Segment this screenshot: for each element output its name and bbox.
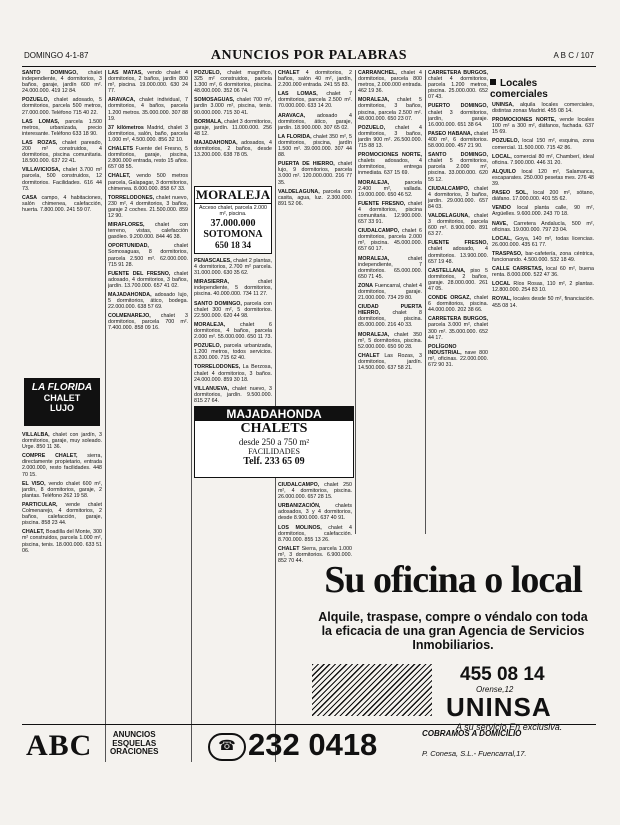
advert-headline: Su oficina o local <box>324 559 582 601</box>
classified-ad <box>108 70 188 94</box>
classified-ad <box>428 213 488 237</box>
classified-ad <box>108 195 188 219</box>
classified-ad <box>428 70 488 100</box>
classified-ad-text: chalet 3 dormitorios, jardín, garaje. 16.000.000. 651 38 64. <box>428 109 488 128</box>
classified-ad <box>492 205 594 217</box>
abc-footer-banner <box>22 724 596 767</box>
classified-ad <box>492 190 594 202</box>
classified-ad-heading: CARRETERA BURGOS, <box>428 70 488 76</box>
classified-ad <box>108 243 188 267</box>
classified-ad-text: chalet 6 dormitorios, piscina. 44.000.000. 202 38 66. <box>428 295 488 314</box>
classified-ad <box>428 240 488 264</box>
classified-ad-heading: LA FLORIDA, <box>278 133 312 140</box>
classified-ad-heading: SANTO DOMINGO, <box>194 300 242 307</box>
classified-ad-heading: LAS ROZAS, <box>22 139 58 146</box>
classified-ad-heading: CALLE CARRETAS, <box>492 266 544 273</box>
majadahonda-title: MAJADAHONDA <box>195 407 353 421</box>
la-florida-line2: CHALET <box>43 393 81 403</box>
classified-ad-text: chalet pareado, 200 m² construidos, 4 dormitorios, piscina comunitaria. 18.500.000. 637 22 41. <box>22 139 102 165</box>
classified-ad-heading: CASTELLANA, <box>428 267 466 274</box>
classified-ad <box>358 283 422 301</box>
classified-ad-text: chalet 5 dormitorios, 3 baños, piscina, parcela 2.500 m². 48.000.000. 650 23 07. <box>358 97 422 122</box>
classified-ad-heading: MIRASIERRA, <box>194 279 230 286</box>
classified-ad-heading: VALDELAGUNA, <box>428 212 470 219</box>
classified-ad-heading: URBANIZACIÓN, <box>278 503 321 510</box>
classified-ad-text: vendo chalet 600 m², jardín, 8 dormitorios, garaje, 2 plantas. Teléfono 262 19 58. <box>22 480 102 499</box>
classified-ad-heading: COLMENAREJO, <box>108 313 151 320</box>
classified-ad-text: chalet adosado, 4 dormitorios, 3 baños, jardín. 13.700.000. 657 41 02. <box>108 270 188 289</box>
classified-ad <box>278 70 352 88</box>
classified-ad-heading: FUENTE FRESNO, <box>428 240 488 247</box>
classified-ad-text: Fuencarral, chalet 4 dormitorios, garaje. 21.000.000. 734 29 80. <box>358 282 422 302</box>
classified-ad-heading: LAS LOMAS, <box>278 91 318 98</box>
classified-ad-heading: MAJADAHONDA, <box>194 139 238 146</box>
classified-ad <box>108 97 188 121</box>
la-florida-title: LA FLORIDA <box>31 382 93 393</box>
page-date: DOMINGO 4-1-87 <box>24 51 89 60</box>
advert-subline: Alquile, traspase, compre o véndalo con toda la eficacia de una gran Agencia de Servicios Inmobiliarios. <box>318 610 588 652</box>
classified-ad <box>428 316 488 340</box>
classified-ad <box>278 525 352 543</box>
classified-ad-heading: MIRAFLORES, <box>108 222 145 229</box>
classified-ad-heading: VENDO <box>492 205 511 212</box>
classified-ad-text: chalet 4 dormitorios, 3 baños, jardín 900 m². 26.500.000. 715 88 13. <box>358 124 422 150</box>
footer-collection: COBRAMOS A DOMICILIO <box>422 729 522 738</box>
classified-ad <box>358 201 422 225</box>
classified-ad-text: parcela 3.000 m², chalet 300 m². 35.000.000. 652 44 17. <box>428 322 488 341</box>
footer-oraciones: ORACIONES <box>110 747 159 756</box>
classified-ad-text: parcela 1.500 metros, urbanizada, precio interesante. Teléfono 633 18 90. <box>22 118 102 137</box>
classified-ad <box>22 119 102 137</box>
classified-ad-text: La Berzosa, chalet 4 dormitorios, 3 baños. 24.000.000. 859 30 18. <box>194 364 272 383</box>
classified-ad-text: vendo 500 metros parcela, Galapagar, 3 dormitorios, chimenea. 8.000.000. 858 67 33. <box>108 173 188 192</box>
classifieds-page <box>22 48 596 768</box>
classified-ad-text: chalet con terreno, vistas, calefacción gasóleo. 9.200.000. 844 46 38. <box>108 222 188 241</box>
classified-ad-heading: SOMOSAGUAS, <box>194 97 235 104</box>
classified-ad <box>428 131 488 149</box>
classified-ad-heading: TORRELODONES, <box>194 364 241 371</box>
classified-ad <box>194 322 272 340</box>
classified-ad-text: chalet 700 m², jardín 3.000 m², piscina, tenis. 90.000.000. 715 30 41. <box>194 97 272 116</box>
classified-ad-heading: POZUELO, <box>194 70 222 76</box>
classified-ad-heading: COMPRE CHALET, <box>22 453 78 460</box>
classified-ad-text: piso 5 dormitorios, 2 baños, garaje. 28.000.000. 261 47 05. <box>428 267 488 292</box>
uninsa-advert <box>312 558 594 732</box>
classified-ad-heading: UNINSA, <box>492 102 514 108</box>
classified-ad-heading: CARRANCHEL, <box>358 70 397 76</box>
classified-ad <box>358 256 422 280</box>
classified-ad-heading: SANTO DOMINGO, <box>22 70 78 76</box>
majadahonda-phone: Telf. 233 65 09 <box>243 456 305 467</box>
classified-ad-text: adosados, 4 dormitorios, 2 baños, desde 13.200.000. 638 78 05. <box>194 139 272 159</box>
classified-ad <box>358 353 422 371</box>
ad-column-3 <box>194 70 272 182</box>
advert-hatch-pattern <box>312 664 432 716</box>
locales-heading: Locales comerciales <box>490 78 548 100</box>
telephone-icon: ☎ <box>208 733 246 761</box>
classified-ad <box>22 167 102 191</box>
classified-ad-heading: CIUDALCAMPO, <box>358 228 400 235</box>
classified-ad <box>492 102 594 114</box>
classified-ad-text: chalet 3 dormitorios, garaje, jardín. 11.000.000. 256 48 12. <box>194 118 272 137</box>
moraleja-title: MORALEJA <box>195 187 271 202</box>
classified-ad-text: comercial 80 m², Chamberí, ideal oficina. 7.900.000. 446 31 20. <box>492 153 594 166</box>
classified-ad <box>108 313 188 331</box>
classified-ad-text: bar-cafetería, zona céntrica, funcionando. 4.500.000. 532 18 49. <box>492 250 594 263</box>
classified-ad-heading: PUERTA DE HIERRO, <box>278 161 335 168</box>
classified-ad-heading: ARAVACA, <box>278 112 306 119</box>
classified-ad-heading: VALDELAGUNA, <box>278 188 320 195</box>
classified-ad-text: Sierra, parcela 1.000 m², 3 dormitorios. 6.900.000. 852 70 44. <box>278 545 352 565</box>
classified-ad-heading: POZUELO, <box>22 97 50 104</box>
classified-ad-text: chalet independiente, 4 dormitorios, 3 baños, garaje, jardín 600 m². 24.000.000. 419 12 84. <box>22 70 102 95</box>
classified-ad-text: chalet 6 dormitorios, parcela 2.000 m², piscina. 45.000.000. 657 60 17. <box>358 228 422 253</box>
classified-ad-heading: TORRELODONES, <box>108 194 155 201</box>
classified-ad <box>278 91 352 109</box>
classified-ad-text: chalet nuevo, 3 dormitorios, jardín. 9.500.000. 815 27 64. <box>194 385 272 404</box>
classified-ad <box>22 481 102 499</box>
ad-column-1 <box>22 70 102 376</box>
moraleja-name: SOTOMONA <box>203 229 263 240</box>
majadahonda-box <box>194 406 354 478</box>
classified-ad <box>194 119 272 137</box>
classified-ad-heading: PASEO HABANA, <box>428 130 473 137</box>
column-rule <box>425 70 426 534</box>
classified-ad-heading: MORALEJA, <box>358 179 390 186</box>
classified-ad-heading: ALQUILO <box>492 168 516 175</box>
classified-ad <box>428 152 488 182</box>
footer-phone: 232 0418 <box>248 727 378 762</box>
classified-ad-heading: CHALET <box>358 352 380 359</box>
classified-ad <box>492 251 594 263</box>
classified-ad-text: Boadilla del Monte, 300 m² construidos, parcela 1.000 m², piscina, tenis. 18.000.000. 633 51 06. <box>22 529 102 554</box>
classified-ad-heading: PARTICULAR, <box>22 501 58 508</box>
classified-ad <box>358 97 422 121</box>
classified-ad <box>194 364 272 382</box>
page-header <box>22 48 596 67</box>
classified-ad-heading: MORALEJA, <box>194 321 226 328</box>
classified-ad-heading: LOCAL <box>492 281 511 288</box>
footer-esquelas: ESQUELAS <box>112 738 157 748</box>
classified-ad-text: Fuente del Fresno, 5 dormitorios, garaje, piscina, 2.800.000 entrada, resto 15 años. 657 08 55. <box>108 146 188 171</box>
classified-ad-text: alquila locales comerciales, distintas zonas Madrid. 455 08 14. <box>492 102 594 115</box>
classified-ad <box>22 70 102 94</box>
classified-ad-heading: CHALET, <box>108 173 131 180</box>
classified-ad-text: chalet individual, 7 dormitorios, 4 baños, parcela 1.200 metros. 35.000.000. 307 88 19. <box>108 97 188 122</box>
classified-ad <box>194 301 272 319</box>
classified-ad-heading: LOCAL, <box>492 235 512 242</box>
classified-ad-heading: LAS LOMAS, <box>22 118 60 125</box>
majadahonda-line4: FACILIDADES <box>248 447 300 456</box>
classified-ad-text: chalet 400 m², 6 dormitorios. 58.000.000. 457 21 90. <box>428 130 488 150</box>
classified-ad <box>194 97 272 115</box>
classified-ad <box>194 258 272 276</box>
classified-ad-heading: FUENTE FRESNO, <box>358 200 406 207</box>
classified-ad <box>22 453 102 477</box>
classified-ad-heading: ROYAL, <box>492 296 512 303</box>
ad-column-1-lower <box>22 432 102 762</box>
classified-ad-heading: LAS MATAS, <box>108 70 143 76</box>
classified-ad-heading: PEÑASCALES, <box>194 258 232 264</box>
classified-ad-heading: SANTO DOMINGO, <box>428 152 488 159</box>
classified-ad <box>108 146 188 170</box>
classified-ad-heading: 37 kilómetros <box>108 124 144 131</box>
classified-ad-text: chalet independiente, 7 dormitorios. 65.000.000. 650 71 45. <box>358 255 422 280</box>
classified-ad-heading: CHALETS <box>108 146 134 153</box>
classified-ad-text: local 60 m², buena renta. 8.000.000. 522 47 36. <box>492 266 594 279</box>
moraleja-desc: Acceso chalet, parcela 2.000 m², piscina. <box>198 205 268 217</box>
classified-ad-heading: CHALET <box>278 70 300 76</box>
classified-ad <box>492 266 594 278</box>
majadahonda-line3: desde 250 a 750 m² <box>238 437 310 447</box>
classified-ad-heading: POLÍGONO INDUSTRIAL, <box>428 343 462 356</box>
classified-ad <box>428 344 488 368</box>
footer-anuncios: ANUNCIOS <box>112 730 156 739</box>
ad-column-5 <box>358 70 422 532</box>
classified-ad-text: chalet 4 dormitorios, parcela 800 metros, 2.000.000 entrada. 462 19 36. <box>358 70 422 95</box>
classified-ad <box>108 271 188 289</box>
classified-ad-text: chalet con jardín, 3 dormitorios, garaje, muy soleado. Urge. 850 11 36. <box>22 432 102 451</box>
classified-ad-text: chalet Somosaguas, 8 dormitorios, parcela 2.500 m². 62.000.000. 715 91 28. <box>108 243 188 268</box>
classified-ad-heading: ZONA <box>358 282 374 289</box>
classified-ad <box>492 236 594 248</box>
classified-ad-heading: POZUELO, <box>358 124 386 131</box>
classified-ad-text: Ríos Rosas, 110 m², 2 plantas. 12.800.000. 254 83 10. <box>492 281 594 294</box>
classified-ad-heading: CARRETERA BURGOS, <box>428 316 488 323</box>
classified-ad-heading: PROMOCIONES NORTE, <box>358 152 422 159</box>
classified-ad-text: chalet 8 dormitorios, piscina. 85.000.000. 216 40 33. <box>358 310 422 329</box>
classified-ad-heading: PASEO SOL, <box>492 190 528 197</box>
classified-ad <box>194 386 272 404</box>
classified-ad-text: chalet 3 dormitorios, parcela 700 m². 7.400.000. 858 09 16. <box>108 313 188 332</box>
classified-ad-heading: CIUDALCAMPO, <box>428 185 470 192</box>
classified-ad-text: Madrid, chalet 3 dormitorios, salón, baño, parcela 1.000 m², 4.500.000. 856 32 10. <box>108 124 188 143</box>
classified-ad-text: parcela con chalet 300 m², 5 dormitorios. 22.500.000. 620 44 98. <box>194 300 272 319</box>
classified-ad-text: parcela con casita, agua, luz. 2.300.000. 891 52 06. <box>278 188 352 207</box>
classified-ad <box>194 140 272 158</box>
classified-ad-text: vende chalet Colmenarejo, 4 dormitorios, 2 baños, calefacción, garaje, piscina. 858 23 44. <box>22 501 102 527</box>
classified-ad <box>22 529 102 553</box>
classified-ad-heading: MORALEJA, <box>358 331 390 338</box>
classified-ad-text: 4 dormitorios, 2 baños, salón 40 m², jardín, 2.200.000 entrada. 241 55 83. <box>278 70 352 89</box>
classified-ad-text: parcela 2.400 m², vallada. 19.000.000. 650 46 52. <box>358 179 422 198</box>
classified-ad <box>278 189 352 207</box>
classified-ad-heading: MORALEJA, <box>358 97 390 104</box>
classified-ad-text: sierra, directamente propietario, entrada 2.000.000, resto facilidades. 448 70 15. <box>22 453 102 478</box>
classified-ad <box>278 503 352 521</box>
page-title: ANUNCIOS POR PALABRAS <box>210 48 408 63</box>
classified-ad <box>358 180 422 198</box>
classified-ad <box>108 222 188 240</box>
classified-ad <box>358 332 422 350</box>
classified-ad-text: chalet 350 m², 5 dormitorios, piscina. 52.000.000. 650 90 28. <box>358 331 422 350</box>
classified-ad-heading: VILLANUEVA, <box>194 385 229 392</box>
uninsa-tagline: A su servicio.En exclusiva. <box>456 722 563 732</box>
classified-ad-heading: CIUDAD PUERTA HIERRO, <box>358 304 422 317</box>
classified-ad-text: chalet 4 dormitorios, parcela 1.200 metros, piscina. 25.000.000. 652 07 43. <box>428 76 488 101</box>
classified-ad-heading: EL VISO, <box>22 480 46 487</box>
classified-ad <box>428 103 488 127</box>
classified-ad-text: chalets adosados, 4 dormitorios, entrega inmediata. 637 15 69. <box>358 158 422 177</box>
classified-ad <box>108 292 188 310</box>
classified-ad-text: local 150 m², esquina, zona comercial. 11.500.000. 715 42 86. <box>492 138 594 151</box>
moraleja-phone: 650 18 34 <box>215 240 251 250</box>
moraleja-box <box>194 186 272 254</box>
classified-ad-heading: FUENTE DEL FRESNO, <box>108 270 171 277</box>
classified-ad-text: vendo chalet 4 dormitorios, 2 baños, jardín 800 m², piscina. 19.000.000. 630 24 77. <box>108 70 188 95</box>
classified-ad-text: chalets adosados, 3 y 4 dormitorios, desde 8.900.000. 637 40 91. <box>278 503 352 522</box>
classified-ad-text: local 120 m², Salamanca, escaparates. 250.000 pesetas mes. 276 48 39. <box>492 168 594 188</box>
classified-ad-text: Carretera Andalucía, 500 m², oficinas. 19.000.000. 797 23 04. <box>492 220 594 233</box>
classified-ad-heading: LOCAL, <box>492 153 512 160</box>
classified-ad <box>194 70 272 94</box>
classified-ad <box>22 502 102 526</box>
classified-ad-text: locales desde 50 m², financiación. 455 08 14. <box>492 296 594 309</box>
classified-ad <box>358 70 422 94</box>
classified-ad <box>278 482 352 500</box>
classified-ad <box>278 161 352 185</box>
classified-ad <box>278 113 352 131</box>
ad-column-7 <box>492 102 594 532</box>
classified-ad <box>22 97 102 115</box>
classified-ad-text: chalet 350 m², 5 dormitorios, piscina, jardín 1.500 m². 39.000.000. 307 44 88. <box>278 133 352 159</box>
ad-column-4 <box>278 70 352 402</box>
classified-ad-heading: LOS MOLINOS, <box>278 524 322 531</box>
classified-ad <box>492 281 594 293</box>
classified-ad-text: chalet magnífico, 325 m² construidos, parcela 1.300 m², 6 dormitorios, piscina. 48.000.000. 352 06 74. <box>194 70 272 95</box>
classified-ad <box>194 279 272 297</box>
classified-ad-text: chalet 3.700 m² parcela, 500 construidos, 12 dormitorios. Facilidades. 616 44 73. <box>22 167 102 192</box>
classified-ad <box>358 125 422 149</box>
classified-ad-text: chalet 6 dormitorios, 4 baños, parcela 2.000 m². 55.000.000. 650 11 73. <box>194 321 272 341</box>
column-rule <box>105 70 106 762</box>
classified-ad <box>278 134 352 158</box>
classified-ad <box>22 432 102 450</box>
classified-ad <box>194 343 272 361</box>
classified-ad-text: parcela urbanizada, 1.200 metros, todos servicios. 8.200.000. 715 62 40. <box>194 343 272 362</box>
classified-ad <box>22 195 102 213</box>
classified-ad <box>492 154 594 166</box>
classified-ad-text: vende locales 100 m² a 300 m², diáfanos, fachada. 637 15 69. <box>492 117 594 136</box>
classified-ad-heading: VILLAVICIOSA, <box>22 167 61 174</box>
classified-ad-heading: POZUELO, <box>194 343 222 350</box>
majadahonda-line2: CHALETS <box>240 421 308 436</box>
ad-column-3-lower <box>194 258 272 762</box>
uninsa-phone: 455 08 14 <box>460 664 545 685</box>
classified-ad-heading: OPORTUNIDAD, <box>108 243 149 250</box>
classified-ad-text: chalet 250 m², 4 dormitorios, piscina. 26.000.000. 657 28 15. <box>278 482 352 501</box>
la-florida-line3: LUJO <box>49 403 74 413</box>
classified-ad-text: local 200 m², sótano, diáfano. 17.000.000. 401 55 62. <box>492 190 594 203</box>
section-bullet-icon <box>490 79 496 85</box>
classified-ad-text: chalet adosado, 5 dormitorios, parcela 500 metros, 27.000.000. Teléfono 715 40 22. <box>22 97 102 116</box>
uninsa-address: Orense,12 <box>476 685 514 694</box>
classified-ad-heading: PROMOCIONES NORTE, <box>492 117 556 124</box>
la-florida-box <box>24 378 100 426</box>
classified-ad-heading: NAVE, <box>492 220 508 227</box>
classified-ad <box>22 140 102 164</box>
classified-ad-heading: PUERTO DOMINGO, <box>428 103 488 110</box>
classified-ad-text: chalet independiente, 5 dormitorios, piscina. 40.000.000. 734 11 27. <box>194 279 272 298</box>
classified-ad-text: adosado 4 dormitorios, ático, garaje, jardín. 18.900.000. 307 65 02. <box>278 112 352 131</box>
classified-ad <box>108 125 188 143</box>
classified-ad-heading: TRASPASO, <box>492 250 523 257</box>
classified-ad-text: chalet 4 dormitorios, piscina comunitaria. 12.900.000. 657 33 91. <box>358 200 422 226</box>
classified-ad-heading: CHALET, <box>22 529 45 536</box>
classified-ad <box>358 152 422 176</box>
classified-ad <box>428 295 488 313</box>
classified-ad-heading: ARAVACA, <box>108 97 136 104</box>
classified-ad <box>492 296 594 308</box>
classified-ad-text: local planta calle, 90 m², Argüelles. 9.600.000. 243 70 18. <box>492 205 594 218</box>
classified-ad-text: chalet 5 dormitorios, parcela 2.000 m², piscina. 33.000.000. 620 55 12. <box>428 158 488 183</box>
classified-ad-text: chalet nuevo, 230 m², 4 dormitorios, 3 baños, garaje 2 coches. 21.500.000. 859 12 90. <box>108 194 188 219</box>
classified-ad-heading: MAJADAHONDA, <box>108 292 152 298</box>
footer-services <box>110 731 158 757</box>
classified-ad <box>358 304 422 328</box>
ad-column-6 <box>428 70 488 532</box>
uninsa-logo-block <box>430 664 594 732</box>
classified-ad <box>428 268 488 292</box>
classified-ad-text: Goya, 140 m², todas licencias. 26.000.000. 435 61 77. <box>492 235 594 248</box>
classified-ad-text: chalet 4 dormitorios, 3 baños, jardín. 29.000.000. 657 84 03. <box>428 185 488 210</box>
classified-ad <box>428 186 488 210</box>
classified-ad <box>108 173 188 191</box>
classified-ad <box>492 138 594 150</box>
classified-ad-heading: VILLALBA, <box>22 432 50 438</box>
classified-ad-heading: POZUELO, <box>492 138 520 145</box>
classified-ad-text: Las Rozas, 3 dormitorios, jardín. 14.500.000. 637 58 21. <box>358 352 422 372</box>
classified-ad-heading: BORMALA, <box>194 118 223 125</box>
classified-ad-heading: MORALEJA, <box>358 255 390 262</box>
ad-column-2 <box>108 70 188 762</box>
moraleja-price: 37.000.000 <box>210 218 256 229</box>
page-number: A B C / 107 <box>553 51 594 60</box>
classified-ad-heading: CIUDALCAMPO, <box>278 482 320 488</box>
classified-ad-text: chalet 4 dormitorios, calefacción. 8.700.000. 855 13 26. <box>278 524 352 543</box>
classified-ad-text: chalet adosado, 4 dormitorios. 13.900.000. 657 19 48. <box>428 246 488 265</box>
classified-ad-text: nave 800 m², oficinas. 22.000.000. 672 90 31. <box>428 349 488 369</box>
column-rule <box>191 70 192 762</box>
classified-ad-text: chalet lujo, 9 dormitorios, parcela 3.000 m². 120.000.000. 216 77 35. <box>278 161 352 186</box>
classified-ad-heading: CASA <box>22 194 38 201</box>
uninsa-brand: UNINSA <box>446 692 552 722</box>
classified-ad <box>492 169 594 187</box>
classified-ad <box>358 228 422 252</box>
classified-ad-heading: CHALET <box>278 545 300 552</box>
abc-logo: ABC <box>26 729 93 762</box>
classified-ad <box>492 117 594 135</box>
column-rule <box>355 70 356 534</box>
classified-ad-text: chalet 3 dormitorios, parcela 600 m². 8.900.000. 891 63 27. <box>428 212 488 238</box>
classified-ad <box>492 221 594 233</box>
footer-address: P. Conesa, S.L.- Fuencarral,17. <box>422 749 527 758</box>
classified-ad-text: chalet 2 plantas, 4 dormitorios, 2.700 m² parcela. 31.000.000. 630 35 62. <box>194 258 272 277</box>
classified-ad-text: campo, 4 habitaciones, salón chimenea, calefacción, huerta. 7.800.000. 241 59 07. <box>22 194 102 213</box>
classified-ad-text: chalet 7 dormitorios, parcela 2.500 m². 70.000.000. 633 14 20. <box>278 91 352 110</box>
classified-ad-heading: CONDE ORGAZ, <box>428 295 471 302</box>
classified-ad-text: adosado lujo, 5 dormitorios, ático, bodega. 22.000.000. 638 57 69. <box>108 292 188 311</box>
